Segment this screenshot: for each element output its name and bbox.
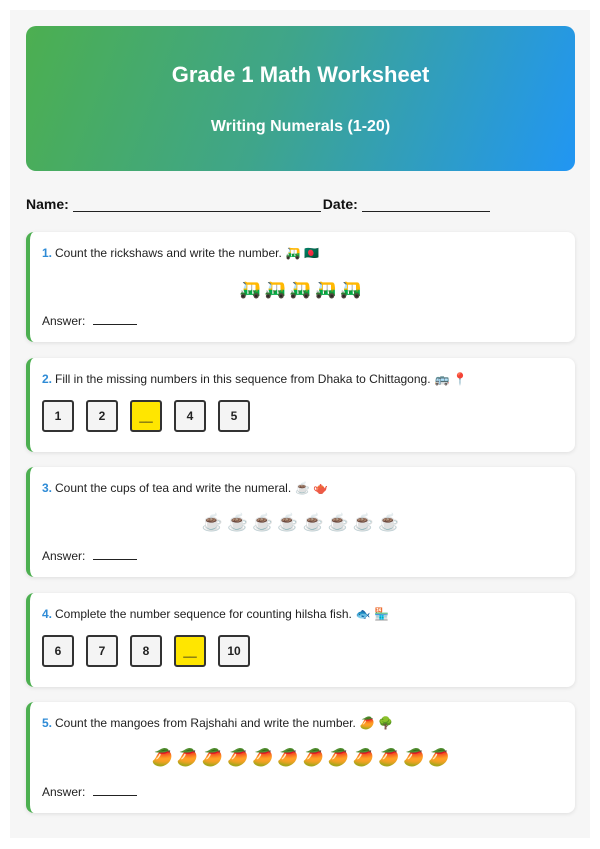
answer-blank[interactable] xyxy=(93,559,137,560)
question-card-4 xyxy=(26,593,575,687)
name-date-row xyxy=(26,196,492,212)
answer-row xyxy=(42,549,137,563)
mango-icons: 🥭🥭🥭🥭🥭🥭🥭🥭🥭🥭🥭🥭 xyxy=(151,748,454,767)
worksheet-subtitle: Writing Numerals (1-20) xyxy=(210,118,391,135)
question-1-text xyxy=(42,246,319,260)
number-box: 2 xyxy=(86,400,118,432)
question-prompt: Count the mangoes from Rajshahi and write the number. xyxy=(55,716,356,730)
date-field[interactable] xyxy=(362,198,490,212)
answer-blank[interactable] xyxy=(93,795,137,796)
question-prompt: Count the rickshaws and write the number. xyxy=(55,246,282,260)
number-box: 8 xyxy=(130,635,162,667)
answer-row xyxy=(42,785,137,799)
question-2-text xyxy=(42,372,468,386)
number-box: 6 xyxy=(42,635,74,667)
rickshaw-flag-icon: 🛺 🇧🇩 xyxy=(285,246,320,260)
answer-label: Answer: xyxy=(42,785,86,799)
question-3-text xyxy=(42,481,328,495)
tea-cup-icons: ☕☕☕☕☕☕☕☕ xyxy=(201,513,404,532)
answer-blank[interactable] xyxy=(93,324,137,325)
number-box: 4 xyxy=(174,400,206,432)
question-number: 4. xyxy=(42,607,53,621)
number-sequence xyxy=(42,400,262,432)
fish-shop-icon: 🐟 🏪 xyxy=(355,607,390,621)
question-5-text xyxy=(42,716,393,730)
question-number: 2. xyxy=(42,372,53,386)
number-box: 10 xyxy=(218,635,250,667)
number-box: 1 xyxy=(42,400,74,432)
bus-pin-icon: 🚌 📍 xyxy=(434,372,468,386)
number-box: 5 xyxy=(218,400,250,432)
question-number: 5. xyxy=(42,716,53,730)
mango-tree-icon: 🥭 🌳 xyxy=(359,716,394,730)
date-label: Date: xyxy=(322,196,358,212)
question-prompt: Fill in the missing numbers in this sequence from Dhaka to Chittagong. xyxy=(55,372,431,386)
worksheet-page xyxy=(10,10,590,838)
rickshaw-icons: 🛺🛺🛺🛺🛺 xyxy=(239,280,366,299)
question-4-text xyxy=(42,607,389,621)
name-label: Name: xyxy=(26,196,69,212)
question-card-5 xyxy=(26,702,575,813)
answer-label: Answer: xyxy=(42,314,86,328)
missing-number-box[interactable]: __ xyxy=(174,635,206,667)
question-number: 3. xyxy=(42,481,53,495)
question-prompt: Complete the number sequence for counting hilsha fish. xyxy=(55,607,352,621)
answer-label: Answer: xyxy=(42,549,86,563)
number-box: 7 xyxy=(86,635,118,667)
worksheet-title: Grade 1 Math Worksheet xyxy=(171,62,430,87)
answer-row xyxy=(42,314,137,328)
question-card-3 xyxy=(26,467,575,577)
missing-number-box[interactable]: __ xyxy=(130,400,162,432)
tea-teapot-icon: ☕ 🫖 xyxy=(295,481,329,495)
question-number: 1. xyxy=(42,246,53,260)
number-sequence xyxy=(42,635,262,667)
name-field[interactable] xyxy=(73,198,321,212)
question-card-2 xyxy=(26,358,575,452)
question-card-1 xyxy=(26,232,575,342)
question-prompt: Count the cups of tea and write the numeral. xyxy=(55,481,292,495)
worksheet-header xyxy=(26,26,575,171)
